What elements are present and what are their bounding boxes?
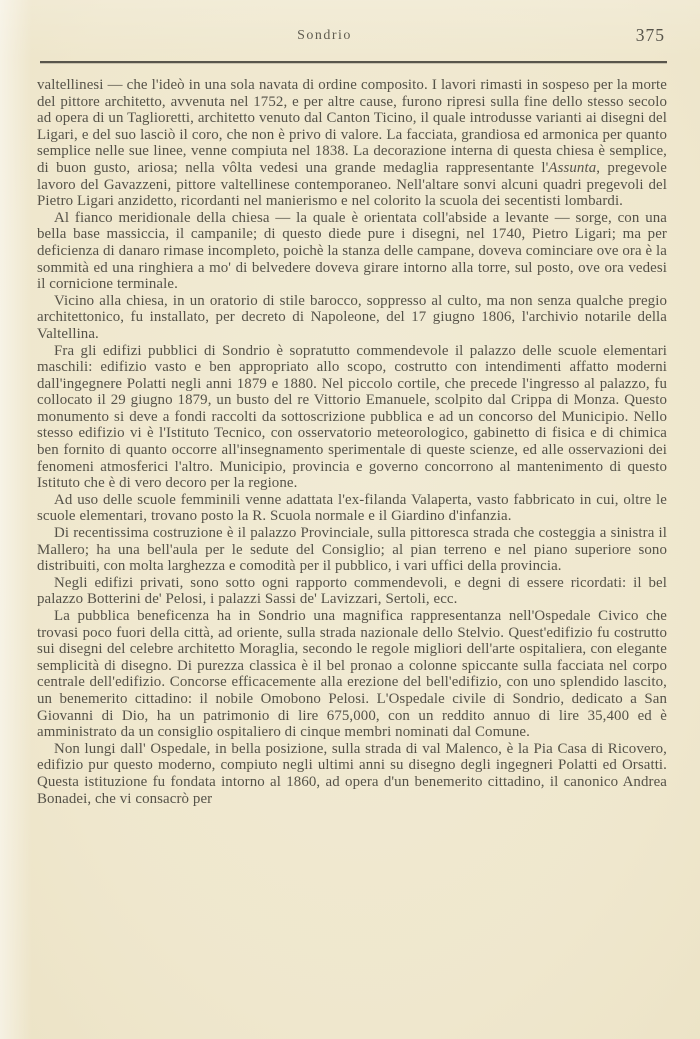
- page-title: Sondrio: [297, 28, 352, 43]
- paragraph: Non lungi dall' Ospedale, in bella posizione, sulla strada di val Malenco, è la Pia Casa di Ricovero, edifizio pur questo moderno, compiuto negli ultimi anni su disegno degli ingegneri Polatti ed Orsatti. Questa istituzione fu fondata intorno al 1860, ad opera d'un benemerito cittadino, il canonico Andrea Bonadei, che vi consacrò per: [37, 740, 667, 807]
- paragraph: Di recentissima costruzione è il palazzo Provinciale, sulla pittoresca strada che costeggia a sinistra il Mallero; ha una bell'aula per le sedute del Consiglio; al pian terreno e nel piano superiore sono distribuiti, con molta larghezza e comodità per il pubblico, i vari uffici della provincia.: [37, 525, 667, 575]
- paragraph: Vicino alla chiesa, in un oratorio di stile barocco, soppresso al culto, ma non senza qualche pregio architettonico, fu installato, per decreto di Napoleone, del 17 giugno 1806, l'archivio notarile della Valtellina.: [37, 292, 667, 342]
- paragraph: Negli edifizi privati, sono sotto ogni rapporto commendevoli, e degni di essere ricordati: il bel palazzo Botterini de' Pelosi, i palazzi Sassi de' Lavizzari, Sertoli, ecc.: [37, 574, 667, 608]
- running-head: [37, 25, 667, 50]
- paragraph: Al fianco meridionale della chiesa — la quale è orientata coll'abside a levante — sorge, con una bella base massiccia, il campanile; di questo diede pure i disegni, nel 1740, Pietro Ligari; ma per deficienza di danaro rimase incompleto, poichè la stanza delle campane, doveva cominciare ove ora è la sommità ed una ringhiera a mo' di belvedere doveva girare intorno alla torre, sul posto, ove ora vedesi il cornicione terminale.: [37, 209, 667, 293]
- paragraph: Fra gli edifizi pubblici di Sondrio è sopratutto commendevole il palazzo delle scuole elementari maschili: edifizio vasto e ben appropriato allo scopo, costrutto con intendimenti affatto moderni dall'ingegnere Polatti negli anni 1879 e 1880. Nel piccolo cortile, che precede l'ingresso al palazzo, fu collocato il 29 giugno 1879, un busto del re Vittorio Emanuele, scolpito dal Crippa di Monza. Questo monumento si deve a fondi raccolti da sottoscrizione pubblica e ad un concorso del Municipio. Nello stesso edifizio vi è l'Istituto Tecnico, con osservatorio meteorologico, gabinetto di fisica e di chimica ben fornito di quanto occorre all'insegnamento sperimentale di queste scienze, ed alle osservazioni dei fenomeni atmosferici l'altro. Municipio, provincia e governo concorrono al mantenimento di questo Istituto che è di vero decoro per la regione.: [37, 342, 667, 492]
- paragraph: valtellinesi — che l'ideò in una sola navata di ordine composito. I lavori rimasti in sospeso per la morte del pittore architetto, avvenuta nel 1752, e per altre cause, furono ripresi sulla fine dello stesso secolo ad opera di un Taglioretti, architetto venuto dal Canton Ticino, il quale introdusse varianti ai disegni del Ligari, e del suo lasciò il coro, che non è privo di valore. La facciata, grandiosa ed armonica per quanto semplice nelle sue linee, venne compiuta nel 1838. La decorazione interna di questa chiesa è semplice, di buon gusto, ariosa; nella vôlta vedesi una grande medaglia rappresentante l'Assunta, pregevole lavoro del Gavazzeni, pittore valtellinese contemporaneo. Nell'altare sonvi alcuni quadri pregevoli del Pietro Ligari anzidetto, ricordanti nel manierismo e nel colorito la scuola dei secentisti lombardi.: [37, 77, 668, 210]
- paragraph: Ad uso delle scuole femminili venne adattata l'ex-filanda Valaperta, vasto fabbricato in cui, oltre le scuole elementari, trovano posto la R. Scuola normale e il Giardino d'infanzia.: [37, 491, 667, 525]
- header-rule: [40, 61, 667, 63]
- paragraph: La pubblica beneficenza ha in Sondrio una magnifica rappresentanza nell'Ospedale Civico che trovasi poco fuori della città, ad oriente, sulla strada nazionale dello Stelvio. Quest'edifizio fu costrutto sui disegni del celebre architetto Moraglia, secondo le regole migliori dell'arte ospitaliera, con elegante semplicità di disegno. Di purezza classica è il bel pronao a colonne spiccante sulla facciata nel corpo centrale dell'edifizio. Concorse efficacemente alla erezione del bell'edifizio, con uno splendido lascito, un benemerito cittadino: il nobile Omobono Pelosi. L'Ospedale civile di Sondrio, dedicato a San Giovanni di Dio, ha un patrimonio di lire 675,000, con un reddito annuo di lire 35,400 ed è amministrato da un consiglio ospitaliero di cinque membri nominati dal Comune.: [37, 608, 667, 741]
- page-number: 375: [635, 25, 665, 45]
- body-text: [37, 77, 667, 807]
